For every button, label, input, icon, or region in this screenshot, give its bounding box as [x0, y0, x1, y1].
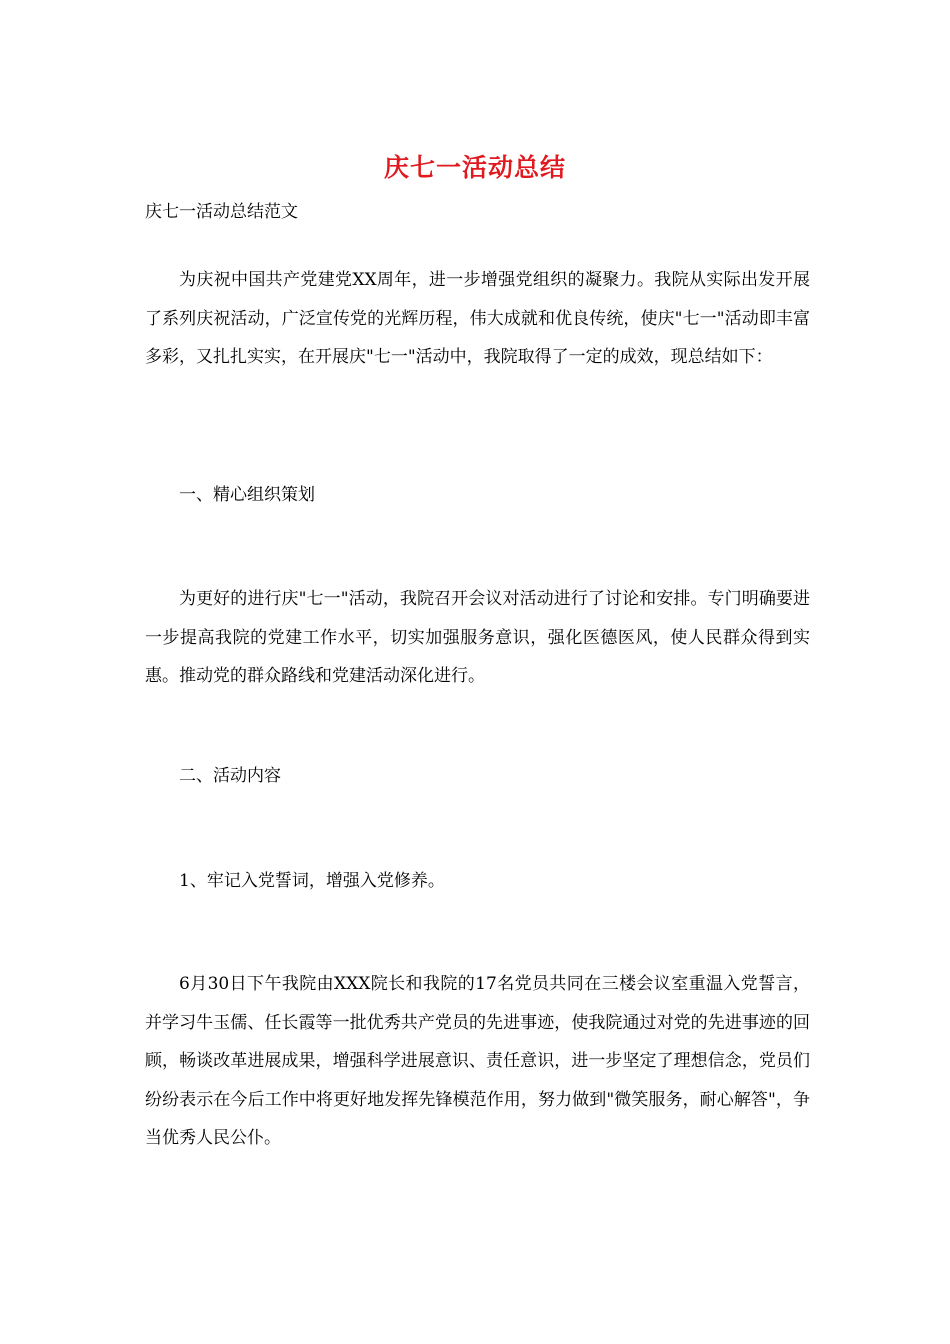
section-2-heading: 二、活动内容	[179, 766, 281, 786]
intro-paragraph: 为庆祝中国共产党建党XX周年，进一步增强党组织的凝聚力。我院从实际出发开展了系列庆祝活动，广泛宣传党的光辉历程，伟大成就和优良传统，使庆"七一"活动即丰富多彩，又扎扎实实，在开展庆"七一"活动中，我院取得了一定的成效，现总结如下：	[145, 270, 810, 367]
item-1-paragraph: 6月30日下午我院由XXX院长和我院的17名党员共同在三楼会议室重温入党誓言，并学习牛玉儒、任长霞等一批优秀共产党员的先进事迹，使我院通过对党的先进事迹的回顾，畅谈改革进展成果，增强科学进展意识、责任意识，进一步坚定了理想信念，党员们纷纷表示在今后工作中将更好地发挥先锋模范作用，努力做到"微笑服务，耐心解答"，争当优秀人民公仆。	[145, 974, 810, 1148]
document-subtitle: 庆七一活动总结范文	[145, 202, 298, 222]
document-title: 庆七一活动总结	[383, 153, 566, 182]
section-1-heading: 一、精心组织策划	[179, 485, 315, 505]
item-1-heading: 1、牢记入党誓词，增强入党修养。	[179, 871, 445, 891]
section-1-paragraph: 为更好的进行庆"七一"活动，我院召开会议对活动进行了讨论和安排。专门明确要进一步提高我院的党建工作水平，切实加强服务意识，强化医德医风，使人民群众得到实惠。推动党的群众路线和党建活动深化进行。	[145, 589, 810, 686]
